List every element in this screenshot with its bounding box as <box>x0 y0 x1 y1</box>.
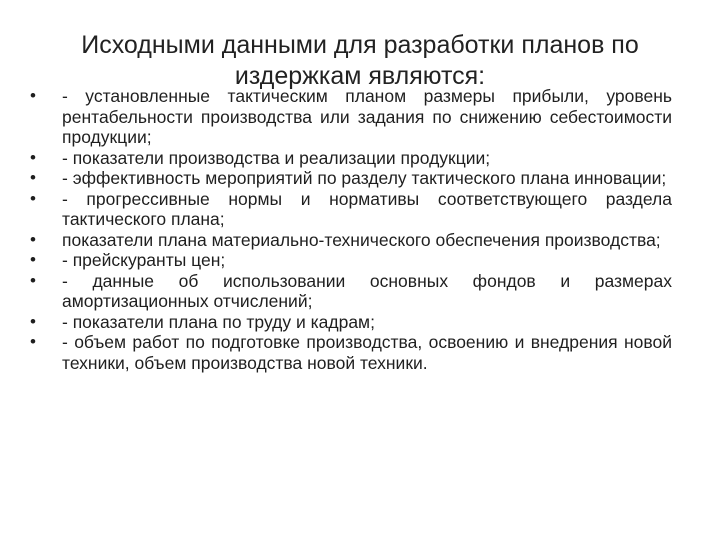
list-item <box>30 332 672 373</box>
list-item-text: - установленные тактическим планом размеры прибыли, уровень рентабельности производства или задания по снижению себестоимости продукции; <box>62 86 672 147</box>
list-item <box>30 189 672 230</box>
slide-title-line-2: издержкам являются: <box>234 62 486 90</box>
bullet-list <box>30 86 672 373</box>
bullet-icon: • <box>30 270 36 290</box>
list-item-text: показатели плана материально-технического обеспечения производства; <box>62 229 661 250</box>
list-item <box>30 86 672 148</box>
bullet-icon: • <box>30 168 36 187</box>
list-item-text: - показатели плана по труду и кадрам; <box>62 311 375 332</box>
list-item-text: - эффективность мероприятий по разделу тактического плана инновации; <box>62 168 667 188</box>
bullet-icon: • <box>30 188 36 208</box>
bullet-icon: • <box>30 147 36 167</box>
bullet-icon: • <box>30 311 36 331</box>
list-item-text: - прогрессивные нормы и нормативы соответствующего раздела тактического плана; <box>62 188 672 229</box>
list-item-text: - данные об использовании основных фондов и размерах амортизационных отчислений; <box>62 270 672 311</box>
bullet-icon: • <box>30 250 36 269</box>
list-item-text: - показатели производства и реализации продукции; <box>62 147 491 168</box>
bullet-icon: • <box>30 332 36 351</box>
bullet-icon: • <box>30 229 36 249</box>
slide-title <box>60 30 660 92</box>
list-item <box>30 250 672 271</box>
slide-title-line-1: Исходными данными для разработки планов по <box>81 31 639 59</box>
list-item-text: - объем работ по подготовке производства, освоению и внедрения новой техники, объем производства новой техники. <box>62 332 672 373</box>
list-item <box>30 271 672 312</box>
list-item <box>30 148 672 169</box>
list-item <box>30 168 672 189</box>
list-item <box>30 230 672 251</box>
bullet-icon: • <box>30 86 36 105</box>
list-item <box>30 312 672 333</box>
list-item-text: - прейскуранты цен; <box>62 250 226 270</box>
